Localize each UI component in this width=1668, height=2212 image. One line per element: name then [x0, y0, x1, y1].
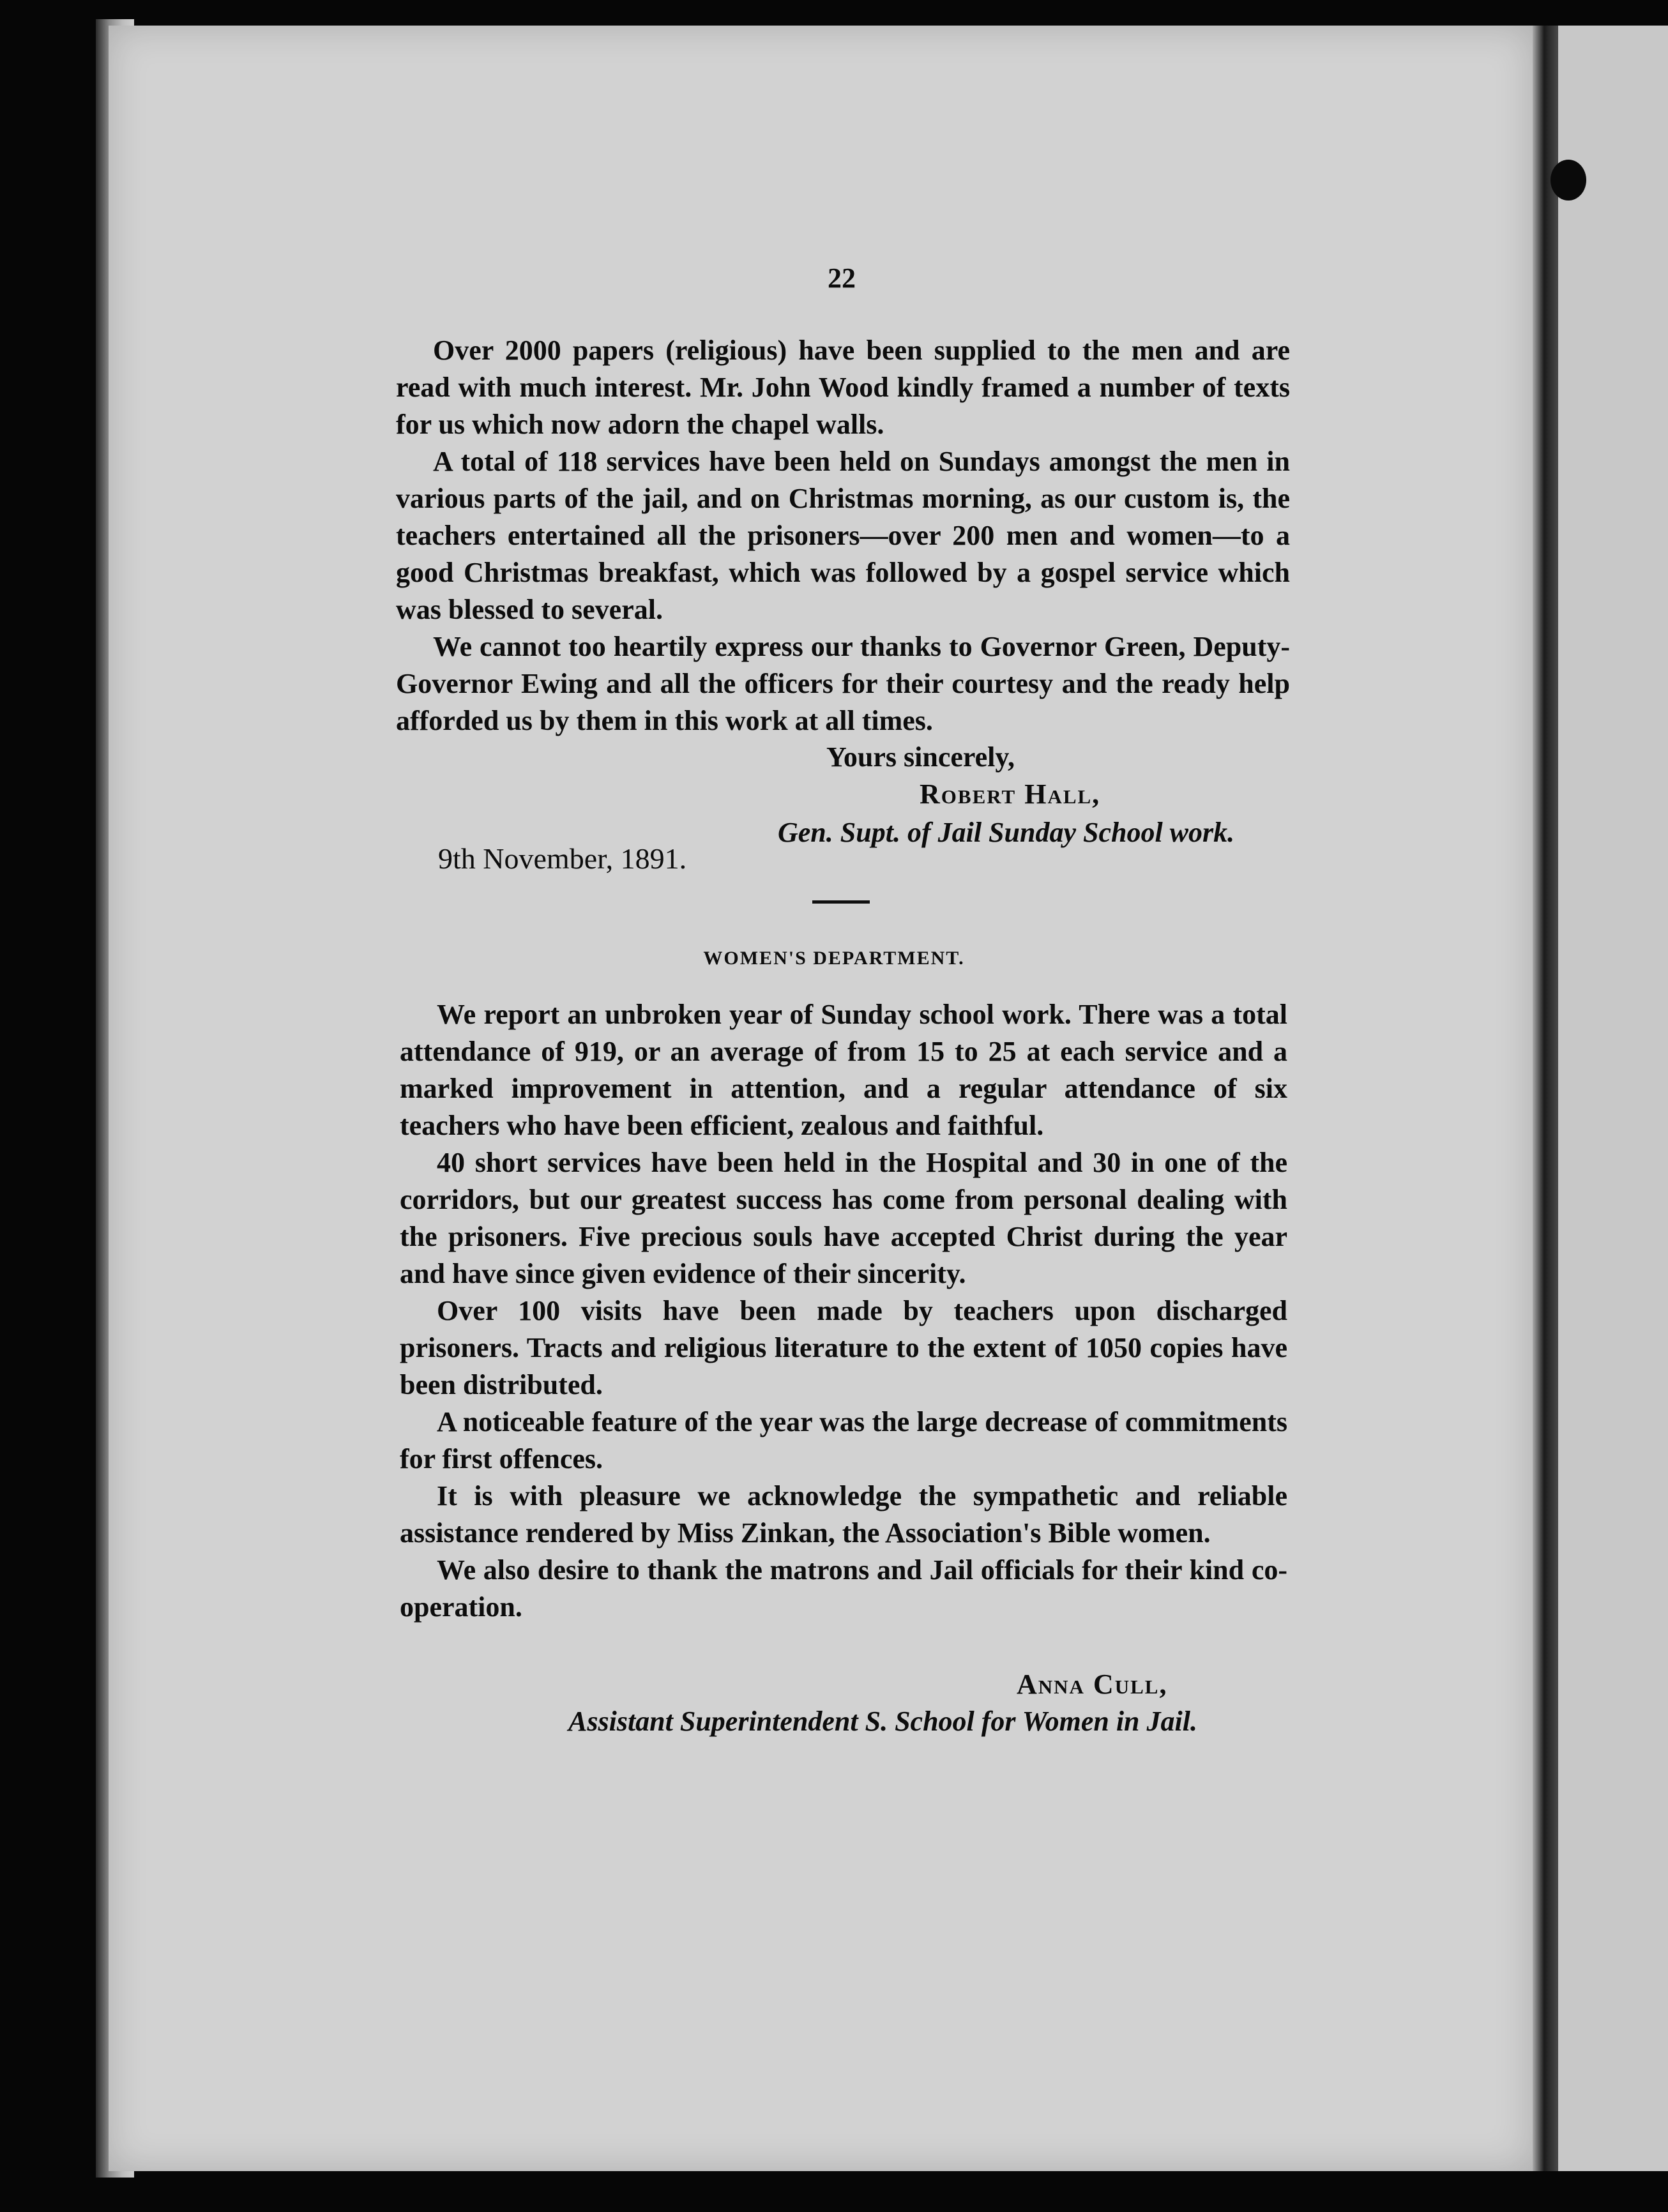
section-heading: WOMEN'S DEPARTMENT. [703, 948, 965, 969]
page-number: 22 [828, 262, 856, 294]
paragraph: 40 short services have been held in the Hospital and 30 in one of the corridors, but our greatest success has come from personal dealing with the prisoners. Five precious souls have accepted Christ during the year and have since given evidence of their sincerity. [400, 1147, 1287, 1289]
paragraph: A noticeable feature of the year was the large decrease of commitments for first offences. [400, 1406, 1287, 1474]
jail-report-body [396, 332, 1290, 739]
report-date: 9th November, 1891. [438, 842, 687, 875]
facing-page-edge [1558, 26, 1668, 2171]
paragraph: We report an unbroken year of Sunday school work. There was a total attendance of 919, or an average of from 15 to 25 at each service and a marked improvement in attention, and a regular attendance of six teachers who have been efficient, zealous and faithful. [400, 999, 1287, 1141]
signatory-name: Robert Hall, [920, 778, 1101, 810]
closing-salutation: Yours sincerely, [826, 741, 1015, 773]
signatory-title: Assistant Superintendent S. School for Women in Jail. [568, 1706, 1197, 1737]
signatory-name: Anna Cull, [1017, 1669, 1168, 1700]
paragraph: We cannot too heartily express our thanks to Governor Green, Deputy-Governor Ewing and all the officers for their courtesy and the ready help afforded us by them in this work at all times. [396, 631, 1290, 736]
womens-department-body [400, 996, 1287, 1626]
section-divider [812, 900, 870, 904]
paragraph: It is with pleasure we acknowledge the sympathetic and reliable assistance rendered by Miss Zinkan, the Association's Bible women. [400, 1480, 1287, 1549]
page-gutter [1533, 26, 1558, 2171]
binding-hole [1550, 160, 1586, 201]
paragraph: A total of 118 services have been held on Sundays amongst the men in various parts of the jail, and on Christmas morning, as our custom is, the teachers entertained all the prisoners—over 200 men and women—to a good Christmas breakfast, which was followed by a gospel service which was blessed to several. [396, 446, 1290, 625]
signatory-title: Gen. Supt. of Jail Sunday School work. [778, 817, 1235, 848]
paragraph: Over 2000 papers (religious) have been supplied to the men and are read with much interest. Mr. John Wood kindly framed a number of texts for us which now adorn the chapel walls. [396, 335, 1290, 440]
paragraph: Over 100 visits have been made by teachers upon discharged prisoners. Tracts and religious literature to the extent of 1050 copies have been distributed. [400, 1295, 1287, 1400]
paragraph: We also desire to thank the matrons and Jail officials for their kind co-operation. [400, 1554, 1287, 1623]
